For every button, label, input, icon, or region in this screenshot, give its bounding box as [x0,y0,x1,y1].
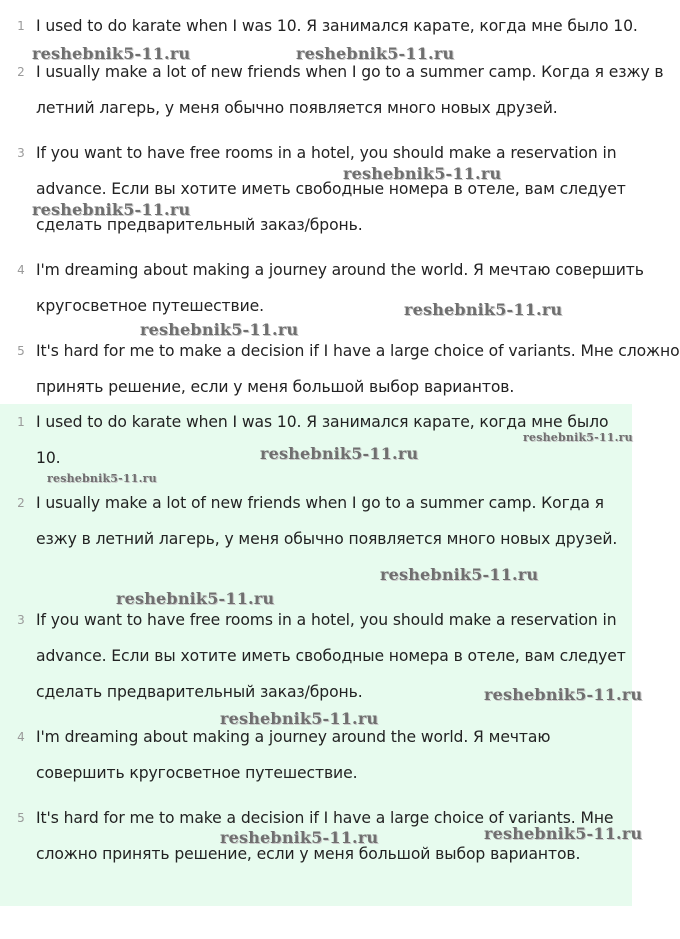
item-text: I'm dreaming about making a journey around the world. Я мечтаю совершить кругосветное путешествие. [36,261,644,315]
item-number: 4 [17,263,25,277]
watermark: reshebnik5-11.ru [296,44,455,63]
watermark: reshebnik5-11.ru [220,709,379,728]
item-number: 5 [17,344,25,358]
item-number: 1 [17,19,25,33]
watermark: reshebnik5-11.ru [32,200,191,219]
watermark: reshebnik5-11.ru [484,824,643,843]
item-number: 3 [17,146,25,160]
watermark: reshebnik5-11.ru [404,300,563,319]
item-text: I usually make a lot of new friends when I go to a summer camp. Когда я езжу в летний лагерь, у меня обычно появляется много новых друзей. [36,63,664,117]
watermark: reshebnik5-11.ru [220,828,379,847]
item-text: I used to do karate when I was 10. Я занимался карате, когда мне было 10. [36,17,638,35]
item-number: 5 [17,811,25,825]
item-text: I usually make a lot of new friends when I go to a summer camp. Когда я езжу в летний лагерь, у меня обычно появляется много новых друзей. [36,494,618,548]
item-number: 4 [17,730,25,744]
item-number: 3 [17,613,25,627]
item-text: If you want to have free rooms in a hotel, you should make a reservation in advance. Если вы хотите иметь свободные номера в отеле, вам следует сделать предварительный заказ/бронь. [36,611,626,701]
watermark: reshebnik5-11.ru [116,589,275,608]
watermark: reshebnik5-11.ru [484,685,643,704]
watermark: reshebnik5-11.ru [140,320,299,339]
item-text: If you want to have free rooms in a hotel, you should make a reservation in advance. Если вы хотите иметь свободные номера в отеле, вам следует сделать предварительный заказ/бронь. [36,144,626,234]
watermark: reshebnik5-11.ru [380,565,539,584]
watermark: reshebnik5-11.ru [260,444,419,463]
watermark: reshebnik5-11.ru [32,44,191,63]
watermark: reshebnik5-11.ru [523,431,633,444]
item-text: It's hard for me to make a decision if I have a large choice of variants. Мне сложно принять решение, если у меня большой выбор вариантов. [36,809,614,863]
watermark: reshebnik5-11.ru [343,164,502,183]
item-text: I used to do karate when I was 10. Я занимался карате, когда мне было 10. [36,413,609,467]
item-number: 2 [17,496,25,510]
item-number: 2 [17,65,25,79]
item-text: It's hard for me to make a decision if I have a large choice of variants. Мне сложно принять решение, если у меня большой выбор вариантов. [36,342,680,396]
item-number: 1 [17,415,25,429]
watermark: reshebnik5-11.ru [47,472,157,485]
item-text: I'm dreaming about making a journey around the world. Я мечтаю совершить кругосветное путешествие. [36,728,551,782]
